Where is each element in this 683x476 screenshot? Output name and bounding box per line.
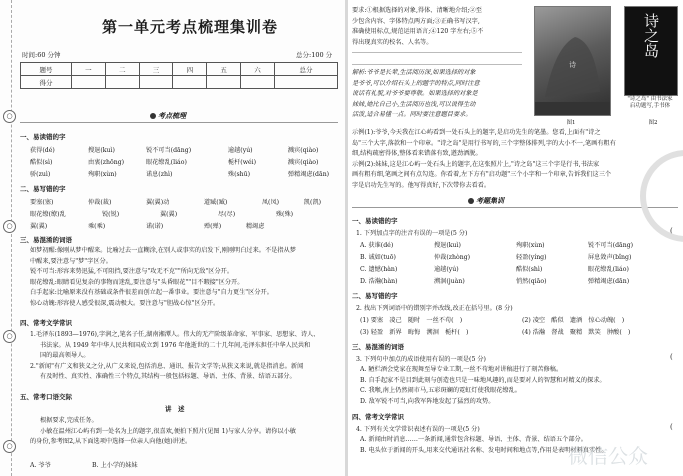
option-item: B. 电头位于新闻的开头,用来交代通讯社名称、发电时间和地点等,作用是表明材料真实性。: [360, 446, 608, 454]
definition-line: 眼花缭乱:眼睛看见复杂的事物而迷乱,要注意与"头昏眼花""目不暇接"区分开。: [30, 278, 244, 286]
option-item: (3) 轻盈 新界 晦悔 溯洄 栀杆( ): [360, 329, 469, 336]
section-heading: 一、易读错的字: [352, 217, 398, 225]
word-item: 锐(锐): [101, 211, 120, 218]
word-item: 获得(dé): [30, 147, 55, 154]
literature-notes: [30, 330, 340, 383]
option-item: A. 新闻由时消息……一条新闻,通常包含标题、导语、主体、背景、结语五个部分。: [360, 436, 587, 443]
examples: [352, 128, 682, 191]
banner-kaodian: [150, 110, 186, 122]
score-table-header-row: [21, 63, 338, 76]
score-table: [20, 62, 338, 89]
score-cell: 三: [139, 63, 173, 76]
word-item: 尽(尽): [217, 211, 236, 218]
definition-list: [30, 246, 340, 309]
option-item: B. 诚如(tuō): [360, 254, 396, 261]
word-item: 诺息(zhì): [145, 171, 173, 178]
prompt-line: 根据要求,完成任务。: [40, 417, 98, 424]
rock-image: [535, 7, 610, 115]
word-item: 要塞(塞): [30, 199, 54, 206]
score-cell: 一: [72, 63, 106, 76]
option-item: A. 陋栏酒会党家在现舞至导专业工期,一丝不苟地对讲稿进行了刻苦修稿。: [360, 366, 563, 373]
score-input-cell[interactable]: [139, 76, 173, 89]
score-cell: 四: [173, 63, 207, 76]
definition-line: 锐不可当:形容来势迅猛,不可阻挡,要注意与"攻无不克""所向无敌"区分开。: [30, 268, 234, 275]
prompt-line: 的身份,参考图2,从下面选项中选择一位亲人向他(她)讲述。: [30, 438, 192, 445]
word-item: 殉职(xùn): [87, 171, 117, 178]
word-row: [30, 157, 318, 166]
answer-line: [352, 52, 522, 53]
word-item: 翼(翼): [30, 223, 48, 230]
score-cell: 题号: [21, 63, 72, 76]
word-item: 殊(shū): [227, 171, 251, 178]
option-item: (4) 浩瀚 督战 聚精 默笑 肿酸( ): [521, 329, 631, 336]
score-cell: 二: [105, 63, 139, 76]
binding-hole-3: ○: [3, 330, 16, 343]
score-input-cell[interactable]: [207, 76, 241, 89]
banner-icon: [468, 198, 474, 204]
note-line: 国的最高领导人。: [40, 352, 90, 359]
binding-line: [11, 0, 12, 476]
option-row: [360, 240, 633, 249]
total-score: 总分:100 分: [296, 51, 333, 59]
note-line: 书法家。从 1949 年中华人民共和国成立到 1976 年他逝世的二十几年间,毛泽东担任中华人民共和: [40, 341, 311, 349]
note-line: 2."新闻"有广义和狭义之分,从广义来说,包括消息、通讯、报告文学等;从狭义来说,就是指消息。新闻: [30, 362, 304, 370]
question-stem: 4. 下列有关文学常识表述有误的一项是(5 分): [356, 426, 480, 433]
section-heading: 四、常考文学常识: [352, 413, 404, 421]
option-row: [360, 264, 629, 273]
word-item: 溅宾(qiào): [287, 147, 319, 154]
word-item: 锐不可当(dāng): [145, 147, 192, 154]
option-item: 酷似(shì): [515, 266, 543, 273]
option-item: 搜退(kuì): [433, 242, 461, 249]
section-heading: 三、易混淆的词语: [352, 343, 404, 351]
rock-photo: [534, 6, 611, 116]
word-row: [30, 209, 293, 218]
banner-kaoti: [468, 195, 504, 207]
example-line: 岛"三个大字,落款和一个印章。"诗之岛"是用行书写的,三个字整体排列,字的大小不一,笔画有粗有: [352, 139, 616, 147]
req-line: 得出现真实的校名、人名等。: [352, 38, 433, 46]
banner-rule: [352, 207, 678, 208]
word-item: 殊(殊): [275, 211, 294, 218]
section-heading: 五、常考口语交际: [20, 393, 72, 401]
option-row: [360, 315, 624, 324]
score-input-cell[interactable]: [274, 76, 337, 89]
analysis-line: 是爷爷,可以介绍石头上的题字的特点,同时注意: [352, 79, 480, 87]
word-item: 精竭虑: [245, 223, 265, 230]
note-line: 1.毛泽东(1893—1976),字润之,笔名子任,湖南湘潭人。伟大的无产阶级革命家、军事家、思想家、诗人、: [30, 331, 320, 338]
score-cell: 六: [241, 63, 275, 76]
banner-text: 考点梳理: [158, 111, 186, 120]
section-heading: 一、易读错的字: [20, 133, 66, 141]
score-cell: 五: [207, 63, 241, 76]
option-item: 弹精竭虑(dān): [587, 278, 630, 285]
right-page: [348, 0, 683, 476]
option-row: [30, 460, 138, 469]
word-item: 翼(翼): [159, 211, 178, 218]
option-row: [360, 252, 631, 261]
example-line: 细,结构疏密得体,整体看来错落有致,遒劲洒脱。: [352, 150, 482, 157]
definition-line: 如梦初醒:像刚从梦中醒来。比喻过去一直糊涂,在别人或事实的启发下,刚刚明白过来。不是指从梦: [30, 247, 296, 254]
question-stem: 1. 下列加点字的注音有误的一项是(5 分): [356, 230, 468, 237]
answer-bracket[interactable]: (: [670, 353, 673, 361]
word-item: 乘(乘): [87, 223, 106, 230]
prompt-line: 小敏在温州江心屿有到一处名为上的题字,很喜欢,便拍下照片(见图 1)与家人分享。请你以小敏: [40, 427, 296, 435]
option-item: (2) 凌空 酷似 遗酒 惊心动魄( ): [521, 317, 625, 324]
option-item: D. 敌军锐不可当,向我军阵地发起了猛烈的攻势。: [360, 397, 495, 405]
answer-bracket[interactable]: (: [670, 423, 673, 431]
option-item: 殉职(xùn): [515, 242, 545, 249]
banner-text: 考题集训: [476, 196, 504, 205]
speech-title: 讲 述: [165, 405, 185, 413]
req-line: 少包含内容、字体特点两方面;③正确书写汉字,: [352, 17, 480, 25]
calligraphy-image: [624, 6, 678, 96]
word-row: [30, 221, 264, 230]
option-item: B. 自手起家不是目到此刻与创造也只是一味地风趣的,而是要对人的智慧和对精义的探求。: [360, 376, 606, 384]
banner-icon: [150, 113, 156, 119]
figure-2-note: "诗之岛" 由书法家 启功题写,手书体: [627, 96, 673, 109]
word-item: 眼花缭乱(liáo): [145, 159, 187, 166]
calligraphy-text: 诗之岛: [642, 13, 660, 58]
definition-line: 惊心动魄:形容使人感受很深,震动极大。要注意与"胆战心惊"区分开。: [30, 299, 220, 307]
exam-title: 第一单元考点梳理集训卷: [101, 18, 278, 36]
word-item: 酷似(sì): [30, 159, 53, 166]
analysis-line: 妹妹,她比自己小,生活阅历也浅,可以说得生动: [352, 100, 476, 108]
option-item: 锐不可当(dāng): [587, 242, 634, 249]
definition-line: 白手起家:比喻原来没有基础或条件很差而创立起一番事业。要注意与"自力更生"区分开。: [30, 289, 273, 296]
binding-margin: [3, 0, 17, 476]
word-row: [30, 145, 318, 154]
word-item: 溅宾(qiào): [287, 159, 319, 166]
word-item: 道臧(臧): [203, 199, 228, 206]
example-line: 画有粗有细,笔画之间有点勾连。你看着,左下方有"启功题"三个小字和一个印章,告诉我们这三个: [352, 171, 612, 178]
binding-hole-2: ○: [3, 220, 16, 233]
option-item: 轻盈(yíng): [515, 254, 547, 261]
option-item: 悄然(qiāo): [515, 278, 547, 285]
score-input-cell[interactable]: [173, 76, 207, 89]
answer-line: [352, 64, 522, 65]
figure-1-caption: 图1: [566, 120, 576, 126]
option-item: D. 浩瀚(hàn): [360, 278, 398, 285]
example-line: 字是启功先生写的。他写得真好,下次带你去看看。: [352, 181, 491, 189]
word-row: [30, 197, 321, 206]
section-heading: 三、易混淆的词语: [20, 236, 72, 244]
word-item: 骄(zuì): [30, 171, 51, 178]
section-heading: 二、易写错的字: [352, 292, 398, 300]
example-line: 示例(1):爷爷,今天我在江心屿看到一处石头上的题字,是启功先生的笔墨。您看,上面有"诗之: [352, 129, 601, 136]
example-line: 示例(2):妹妹,这是江心屿一处石头上的题字,在这张照片上,"诗之岛"这三个字是行书,书法家: [352, 160, 600, 168]
score-input-cell[interactable]: [105, 76, 139, 89]
word-item: 诺(诺): [145, 223, 164, 230]
score-cell: 得分: [21, 76, 72, 89]
time-limit: 时间:60 分钟: [22, 51, 61, 59]
word-item: 凯(凯): [303, 199, 322, 206]
word-item: 搜退(kuì): [87, 147, 115, 154]
word-item: 翼(翼)动: [145, 199, 170, 206]
option-item: C. 我喉,南上仍然闹市马,五彩斑斓的霓虹灯使我眼花缭乱。: [360, 387, 521, 394]
note-line: 有及时性、真实性、准确性三个特点,其结构一般包括标题、导语、主体、背景、结语五部分。: [40, 373, 296, 380]
option-item: 仲裁(zhòng): [433, 254, 471, 261]
option-item: 屏息敛声(bǐng): [587, 254, 632, 261]
word-row: [30, 169, 329, 178]
req-line: 要求:①根据选择的对象,得体、清晰地介绍;②至: [352, 7, 482, 14]
speech-prompt: [30, 416, 340, 448]
word-item: 由衷(zhōng): [87, 159, 125, 166]
section-heading: 四、常考文学常识: [20, 319, 72, 327]
binding-hole-1: ○: [3, 110, 16, 123]
req-line: 准确使用标点,规范运用语言;④120 字左右;⑤不: [352, 28, 484, 35]
score-cell: 总分: [274, 63, 337, 76]
score-input-cell[interactable]: [241, 76, 275, 89]
option-a[interactable]: A. 爷爷: [30, 462, 51, 469]
section-heading: 二、易写错的字: [20, 185, 66, 193]
word-item: 眼花缭(缭)乱: [30, 211, 66, 218]
option-item: C. 遗憾(hàn): [360, 266, 398, 273]
word-item: 凤(凤): [261, 199, 280, 206]
word-item: 栀杆(wéi): [227, 159, 257, 166]
option-item: 眼花缭乱(liáo): [587, 266, 629, 273]
binding-hole-4: ○: [3, 440, 16, 453]
word-item: 弹精竭虑(dān): [287, 171, 330, 178]
figure-2-caption: 图2: [648, 120, 658, 126]
analysis-line: 活泼,适合易懂一点。同时要注意题目要求。: [352, 111, 472, 118]
watermark-text: 微信公众: [568, 444, 648, 468]
option-list: [360, 365, 680, 407]
question-stem: 2. 找出下列词语中的错别字并改线,改正在括号里。(8 分): [356, 305, 513, 312]
banner-rule: [20, 122, 338, 123]
option-b[interactable]: B. 上小学的妹妹: [91, 462, 138, 469]
word-item: 逾越(yú): [227, 147, 253, 154]
definition-line: 中醒来,要注意与"梦"字区分。: [30, 257, 112, 265]
question-stem: 3. 下列句中加点的成语使用有误的一项是(5 分): [356, 356, 486, 363]
svg-text:诗: 诗: [569, 61, 576, 69]
option-row: [360, 276, 629, 285]
analysis-line: 解析:爷爷是长辈,生活阅历深,如果选择的对象: [352, 69, 476, 76]
option-item: (1) 要塞 凌己 随时 一丝不苟( ): [360, 317, 463, 324]
score-input-cell[interactable]: [72, 76, 106, 89]
answer-bracket[interactable]: (: [670, 227, 673, 235]
option-item: 逾越(yú): [433, 266, 459, 273]
requirements: [352, 6, 522, 48]
analysis-line: 说话有礼貌,对爷爷要尊敬。如果选择的对象是: [352, 90, 478, 97]
option-row: [360, 327, 630, 336]
word-item: 殚(殚): [203, 223, 222, 230]
option-item: A. 获谁(dé): [360, 242, 394, 249]
analysis: [352, 68, 530, 121]
word-item: 仲裁(裁): [87, 199, 112, 206]
score-table-score-row: [21, 76, 338, 89]
option-item: 溯洄(juàn): [433, 278, 465, 285]
